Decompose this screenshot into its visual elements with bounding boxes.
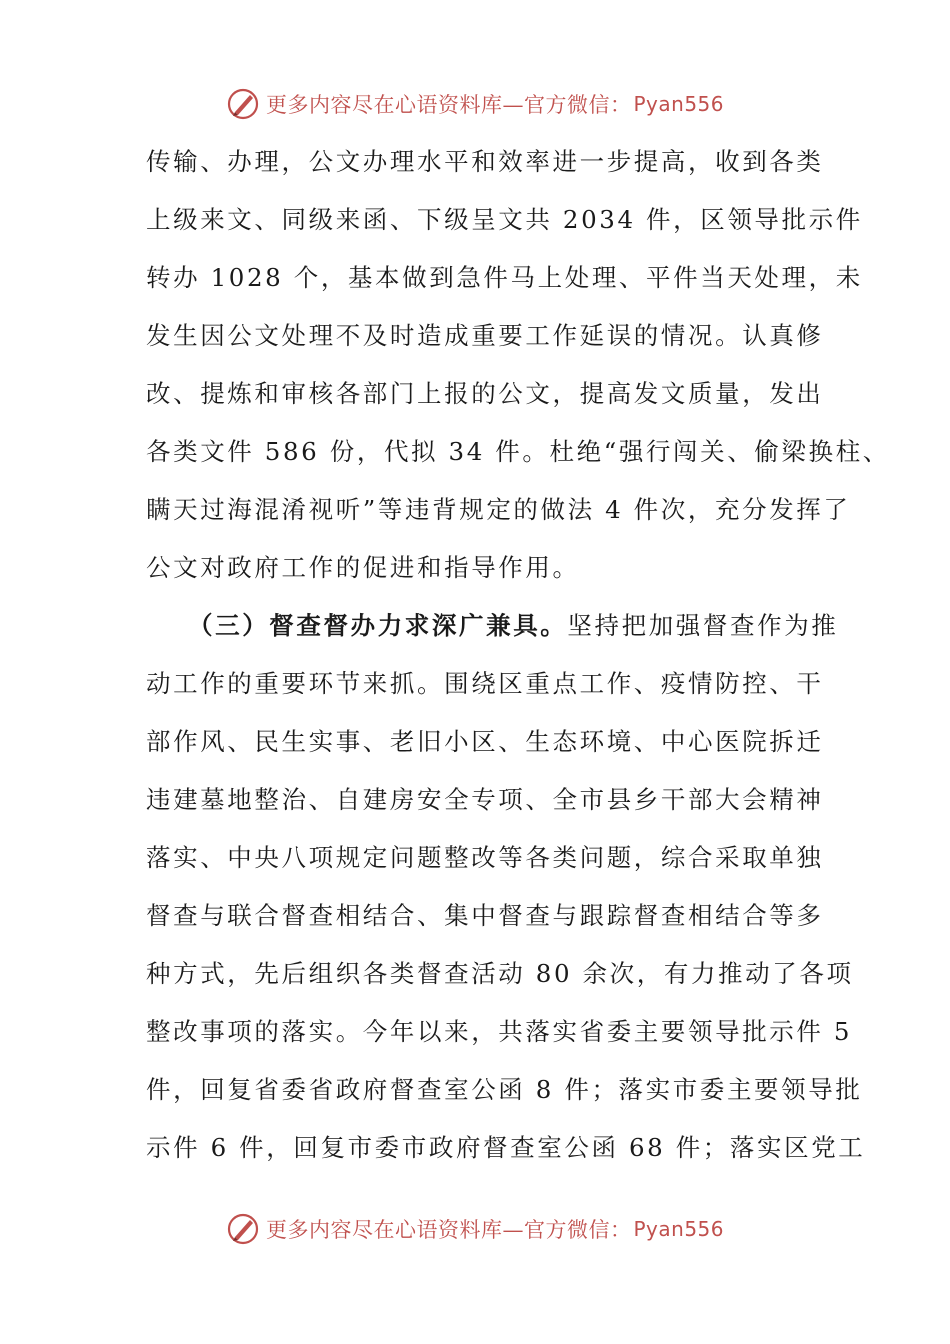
footer-watermark: [0, 1209, 950, 1249]
watermark-text: 更多内容尽在心语资料库—官方微信：: [265, 1218, 632, 1242]
heading-line-text: 坚持把加强督查作为推: [567, 611, 839, 640]
header-watermark: [0, 84, 950, 124]
text-line: 瞒天过海混淆视听”等违背规定的做法 4 件次，充分发挥了: [146, 495, 851, 524]
text-line: 违建墓地整治、自建房安全专项、全市县乡干部大会精神: [146, 785, 824, 814]
text-line: 落实、中央八项规定问题整改等各类问题，综合采取单独: [146, 843, 824, 872]
text-line: 改、提炼和审核各部门上报的公文，提高发文质量，发出: [146, 379, 824, 408]
watermark-wechat-id: Pyan556: [633, 92, 724, 116]
text-line: 示件 6 件，回复市委市政府督查室公函 68 件；落实区党工: [146, 1133, 866, 1162]
text-line: 件，回复省委省政府督查室公函 8 件；落实市委主要领导批: [146, 1075, 863, 1104]
pen-logo-icon: [226, 1212, 260, 1246]
text-line: 公文对政府工作的促进和指导作用。: [146, 553, 580, 582]
text-line: 各类文件 586 份，代拟 34 件。杜绝“强行闯关、偷梁换柱、: [146, 437, 890, 466]
section-heading-line: [146, 597, 839, 655]
watermark-wechat-id: Pyan556: [633, 1217, 724, 1241]
text-line: 部作风、民生实事、老旧小区、生态环境、中心医院拆迁: [146, 727, 824, 756]
pen-logo-icon: [226, 87, 260, 121]
text-line: 转办 1028 个，基本做到急件马上处理、平件当天处理，未: [146, 263, 863, 292]
text-line: 上级来文、同级来函、下级呈文共 2034 件，区领导批示件: [146, 205, 863, 234]
section-heading: （三）督查督办力求深广兼具。: [188, 611, 568, 640]
text-line: 传输、办理，公文办理水平和效率进一步提高，收到各类: [146, 147, 824, 176]
document-body: [146, 133, 890, 1177]
watermark-text: 更多内容尽在心语资料库—官方微信：: [265, 93, 632, 117]
text-line: 种方式，先后组织各类督查活动 80 余次，有力推动了各项: [146, 959, 854, 988]
text-line: 动工作的重要环节来抓。围绕区重点工作、疫情防控、干: [146, 669, 824, 698]
text-line: 督查与联合督查相结合、集中督查与跟踪督查相结合等多: [146, 901, 824, 930]
text-line: 整改事项的落实。今年以来，共落实省委主要领导批示件 5: [146, 1017, 853, 1046]
text-line: 发生因公文处理不及时造成重要工作延误的情况。认真修: [146, 321, 824, 350]
